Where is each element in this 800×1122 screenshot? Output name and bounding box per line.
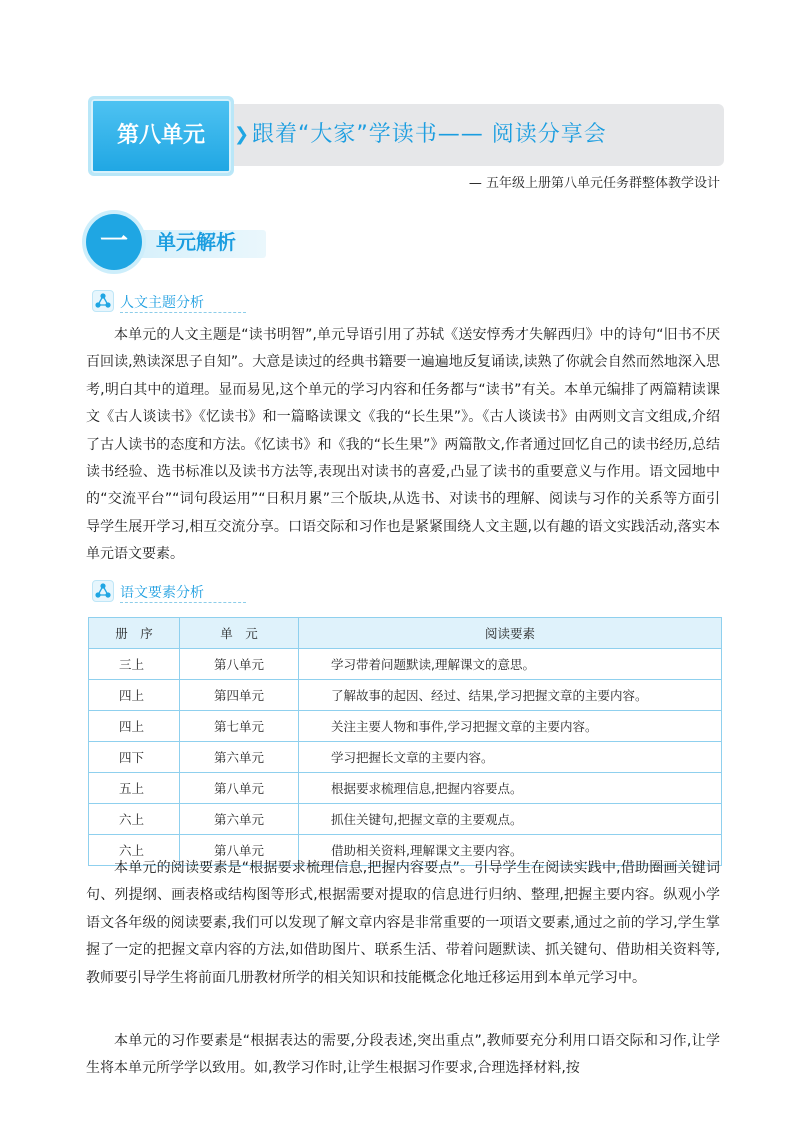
unit-title: 跟着“大家”学读书—— 阅读分享会 bbox=[252, 122, 607, 147]
paragraph-writing-element: 本单元的习作要素是“根据表达的需要,分段表述,突出重点”,教师要充分利用口语交际和习作,让学生将本单元所学学以致用。如,教学习作时,让学生根据习作要求,合理选择材料,按 bbox=[86, 1033, 720, 1077]
cell-volume: 四上 bbox=[89, 680, 180, 711]
cell-volume: 四下 bbox=[89, 742, 180, 773]
reading-elements-table bbox=[88, 617, 722, 866]
cell-unit: 第四单元 bbox=[180, 680, 299, 711]
network-icon bbox=[92, 290, 114, 312]
table-row bbox=[89, 680, 722, 711]
cell-volume: 四上 bbox=[89, 711, 180, 742]
cell-unit: 第七单元 bbox=[180, 711, 299, 742]
table-row bbox=[89, 711, 722, 742]
cell-element: 根据要求梳理信息,把握内容要点。 bbox=[299, 773, 722, 804]
cell-element: 了解故事的起因、经过、结果,学习把握文章的主要内容。 bbox=[299, 680, 722, 711]
dashed-divider bbox=[120, 602, 246, 603]
header-volume: 册 序 bbox=[89, 618, 180, 649]
cell-volume: 三上 bbox=[89, 649, 180, 680]
unit-subtitle: — 五年级上册第八单元任务群整体教学设计 bbox=[468, 176, 720, 191]
cell-unit: 第八单元 bbox=[180, 649, 299, 680]
cell-element: 抓住关键句,把握文章的主要观点。 bbox=[299, 804, 722, 835]
unit-tab-label: 第八单元 bbox=[116, 123, 205, 148]
cell-volume: 六上 bbox=[89, 804, 180, 835]
cell-unit: 第六单元 bbox=[180, 742, 299, 773]
cell-volume: 五上 bbox=[89, 773, 180, 804]
table-row bbox=[89, 649, 722, 680]
table-header-row bbox=[89, 618, 722, 649]
cell-element: 借助相关资料,理解课文主要内容。 bbox=[299, 835, 722, 866]
section-heading bbox=[86, 214, 286, 270]
network-icon bbox=[92, 580, 114, 602]
paragraph-humanistic: 本单元的人文主题是“读书明智”,单元导语引用了苏轼《送安惇秀才失解西归》中的诗句“旧书不厌百回读,熟读深思子自知”。大意是读过的经典书籍要一遍遍地反复诵读,读熟了你就会自然而然地深入思考,明白其中的道理。显而易见,这个单元的学习内容和任务都与“读书”有关。本单元编排了两篇精读课文《古人谈读书》《忆读书》和一篇略读课文《我的“长生果”》。《古人谈读书》由两则文言文组成,介绍了古人读书的态度和方法。《忆读书》和《我的“长生果”》两篇散文,作者通过回忆自己的读书经历,总结读书经验、选书标准以及读书方法等,表现出对读书的喜爱,凸显了读书的重要意义与作用。语文园地中的“交流平台”“词句段运用”“日积月累”三个版块,从选书、对读书的理解、阅读与习作的关系等方面引导学生展开学习,相互交流分享。口语交际和习作也是紧紧围绕人文主题,以有趣的语文实践活动,落实本单元语文要素。 bbox=[86, 327, 720, 563]
section-title: 单元解析 bbox=[156, 230, 236, 254]
chevron-right-icon: ❯ bbox=[234, 124, 250, 145]
cell-unit: 第八单元 bbox=[180, 835, 299, 866]
cell-unit: 第八单元 bbox=[180, 773, 299, 804]
cell-element: 关注主要人物和事件,学习把握文章的主要内容。 bbox=[299, 711, 722, 742]
dashed-divider bbox=[120, 312, 246, 313]
header-unit: 单 元 bbox=[180, 618, 299, 649]
cell-unit: 第六单元 bbox=[180, 804, 299, 835]
section-number: 一 bbox=[99, 224, 128, 257]
cell-element: 学习把握长文章的主要内容。 bbox=[299, 742, 722, 773]
subheading-label: 人文主题分析 bbox=[120, 295, 204, 311]
cell-element: 学习带着问题默读,理解课文的意思。 bbox=[299, 649, 722, 680]
header-reading-element: 阅读要素 bbox=[299, 618, 722, 649]
table-row bbox=[89, 742, 722, 773]
subheading-label: 语文要素分析 bbox=[120, 585, 204, 601]
table-row bbox=[89, 773, 722, 804]
table-row bbox=[89, 804, 722, 835]
unit-banner bbox=[88, 96, 724, 176]
cell-volume: 六上 bbox=[89, 835, 180, 866]
paragraph-reading-element: 本单元的阅读要素是“根据要求梳理信息,把握内容要点”。引导学生在阅读实践中,借助圈画关键词句、列提纲、画表格或结构图等形式,根据需要对提取的信息进行归纳、整理,把握主要内容。纵观小学语文各年级的阅读要素,我们可以发现了解文章内容是非常重要的一项语文要素,通过之前的学习,学生掌握了一定的把握文章内容的方法,如借助图片、联系生活、带着问题默读、抓关键句、借助相关资料等,教师要引导学生将前面几册教材所学的相关知识和技能概念化地迁移运用到本单元学习中。 bbox=[86, 860, 720, 986]
